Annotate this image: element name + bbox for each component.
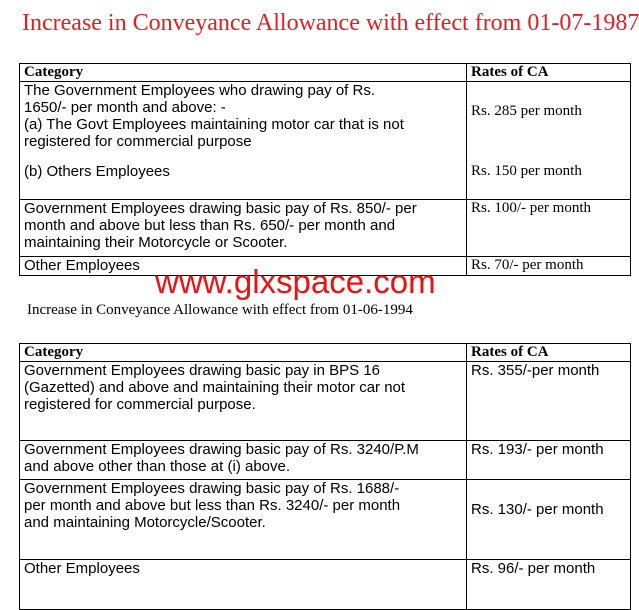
rate-value: Rs. 70/- per month: [471, 257, 584, 273]
category-line: registered for commercial purpose.: [24, 396, 256, 413]
category-cell: [20, 560, 467, 610]
category-cell: [20, 362, 467, 441]
page-title: Increase in Conveyance Allowance with effect from 01-07-1987: [22, 10, 639, 36]
table-row: [20, 200, 631, 257]
category-line: 1650/- per month and above: -: [24, 99, 226, 116]
rate-cell: [467, 200, 631, 257]
rate-value: Rs. 96/- per month: [471, 560, 596, 577]
category-line: Other Employees: [24, 257, 140, 274]
table-row: [20, 560, 631, 610]
category-line: (b) Others Employees: [24, 163, 170, 180]
rates-header: Rates of CA: [467, 64, 631, 82]
rate-value: Rs. 150 per month: [471, 163, 582, 179]
table-row: [20, 82, 631, 200]
rate-value: Rs. 355/-per month: [471, 362, 600, 379]
category-line: Other Employees: [24, 560, 140, 577]
category-line: (Gazetted) and above and maintaining their motor car not: [24, 379, 406, 396]
category-line: The Government Employees who drawing pay of Rs.: [24, 82, 375, 99]
category-line: maintaining their Motorcycle or Scooter.: [24, 234, 288, 251]
category-line: month and above but less than Rs. 650/- per month and: [24, 217, 396, 234]
rate-value: Rs. 100/- per month: [471, 200, 591, 216]
category-cell: [20, 480, 467, 560]
category-line: per month and above but less than Rs. 3240/- per month: [24, 497, 401, 514]
category-line: registered for commercial purpose: [24, 133, 252, 150]
table-header-row: [20, 64, 631, 82]
category-line: Government Employees drawing basic pay of Rs. 850/- per: [24, 200, 417, 217]
category-cell: [20, 441, 467, 480]
category-cell: [20, 200, 467, 257]
category-line: (a) The Govt Employees maintaining motor car that is not: [24, 116, 404, 133]
rate-cell: [467, 441, 631, 480]
rates-header: Rates of CA: [467, 344, 631, 362]
category-line: and above other than those at (i) above.: [24, 458, 291, 475]
rate-value: Rs. 193/- per month: [471, 441, 604, 458]
category-header: Category: [20, 64, 467, 82]
category-line: Government Employees drawing basic pay of Rs. 3240/P.M: [24, 441, 419, 458]
category-line: Government Employees drawing basic pay of Rs. 1688/-: [24, 480, 400, 497]
rate-value: Rs. 285 per month: [471, 103, 582, 119]
allowance-table-1987: [19, 63, 631, 276]
rate-cell: [467, 480, 631, 560]
rate-cell: [467, 257, 631, 276]
category-line: and maintaining Motorcycle/Scooter.: [24, 514, 266, 531]
rate-cell: [467, 362, 631, 441]
table-row: [20, 362, 631, 441]
section-title: Increase in Conveyance Allowance with effect from 01-06-1994: [27, 302, 413, 318]
table-row: [20, 441, 631, 480]
table-row: [20, 480, 631, 560]
table-header-row: [20, 344, 631, 362]
watermark: www.glxspace.com: [155, 263, 436, 300]
category-cell: [20, 82, 467, 200]
rate-cell: [467, 82, 631, 200]
rate-value: Rs. 130/- per month: [471, 501, 604, 518]
category-line: Government Employees drawing basic pay in BPS 16: [24, 362, 381, 379]
allowance-table-1994: [19, 343, 631, 610]
rate-cell: [467, 560, 631, 610]
category-header: Category: [20, 344, 467, 362]
